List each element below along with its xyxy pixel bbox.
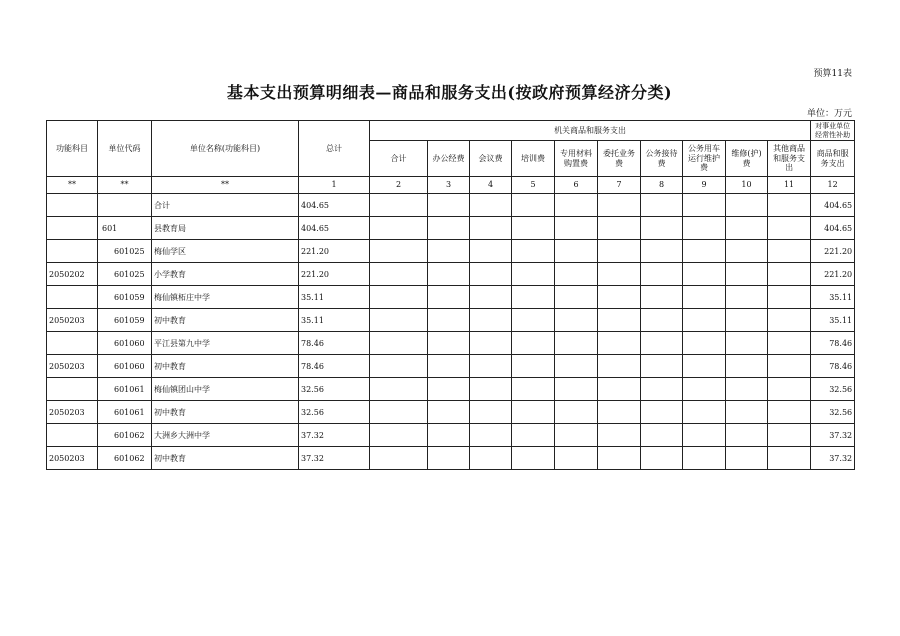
- header-unit-name: 单位名称(功能科目): [152, 121, 299, 177]
- office-expense-cell: [683, 309, 726, 332]
- office-expense-cell: [598, 263, 641, 286]
- total-cell: 404.65: [299, 217, 370, 240]
- office-expense-cell: [768, 378, 811, 401]
- unit-name-cell: 县教育局: [152, 217, 299, 240]
- office-expense-cell: [370, 263, 428, 286]
- office-expense-cell: [428, 286, 470, 309]
- unit-code-cell: 601061: [98, 378, 152, 401]
- header-col-6: 专用材料购置费: [555, 141, 598, 177]
- total-cell: 32.56: [299, 378, 370, 401]
- subsidy-cell: 404.65: [811, 217, 855, 240]
- office-expense-cell: [555, 240, 598, 263]
- office-expense-cell: [598, 240, 641, 263]
- office-expense-cell: [768, 263, 811, 286]
- office-expense-cell: [768, 401, 811, 424]
- office-expense-cell: [555, 332, 598, 355]
- office-expense-cell: [726, 263, 768, 286]
- office-expense-cell: [598, 194, 641, 217]
- unit-code-cell: 601061: [98, 401, 152, 424]
- office-expense-cell: [598, 332, 641, 355]
- func-subject-cell: [47, 217, 98, 240]
- func-subject-cell: [47, 194, 98, 217]
- subsidy-cell: 78.46: [811, 355, 855, 378]
- page-title: 基本支出预算明细表—商品和服务支出(按政府预算经济分类): [226, 83, 673, 102]
- office-expense-cell: [598, 447, 641, 470]
- office-expense-cell: [768, 355, 811, 378]
- office-expense-cell: [470, 355, 512, 378]
- office-expense-cell: [428, 332, 470, 355]
- office-expense-cell: [370, 332, 428, 355]
- unit-code-cell: 601060: [98, 332, 152, 355]
- office-expense-cell: [370, 378, 428, 401]
- header-col-10: 维修(护)费: [726, 141, 768, 177]
- office-expense-cell: [428, 217, 470, 240]
- table-row: [47, 240, 855, 263]
- office-expense-cell: [726, 355, 768, 378]
- office-expense-cell: [512, 424, 555, 447]
- office-expense-cell: [726, 240, 768, 263]
- total-cell: 32.56: [299, 401, 370, 424]
- office-expense-cell: [555, 263, 598, 286]
- office-expense-cell: [641, 355, 683, 378]
- office-expense-cell: [598, 286, 641, 309]
- table-row: [47, 378, 855, 401]
- subsidy-cell: 221.20: [811, 263, 855, 286]
- office-expense-cell: [598, 378, 641, 401]
- total-cell: 404.65: [299, 194, 370, 217]
- unit-code-cell: 601025: [98, 263, 152, 286]
- office-expense-cell: [370, 401, 428, 424]
- office-expense-cell: [512, 401, 555, 424]
- header-col-11: 其他商品和服务支出: [768, 141, 811, 177]
- office-expense-cell: [641, 401, 683, 424]
- office-expense-cell: [370, 424, 428, 447]
- office-expense-cell: [470, 424, 512, 447]
- office-expense-cell: [768, 424, 811, 447]
- unit-name-cell: 小学教育: [152, 263, 299, 286]
- office-expense-cell: [370, 217, 428, 240]
- office-expense-cell: [512, 263, 555, 286]
- office-expense-cell: [555, 217, 598, 240]
- index-cell: **: [47, 177, 98, 194]
- office-expense-cell: [641, 332, 683, 355]
- form-number: 预算11表: [813, 69, 852, 79]
- office-expense-cell: [428, 240, 470, 263]
- unit-code-cell: 601059: [98, 286, 152, 309]
- header-col-3: 办公经费: [428, 141, 470, 177]
- office-expense-cell: [683, 355, 726, 378]
- total-cell: 78.46: [299, 332, 370, 355]
- office-expense-cell: [470, 309, 512, 332]
- office-expense-cell: [512, 332, 555, 355]
- office-expense-cell: [726, 424, 768, 447]
- header-col-9: 公务用车运行维护费: [683, 141, 726, 177]
- total-cell: 35.11: [299, 286, 370, 309]
- unit-code-cell: 601060: [98, 355, 152, 378]
- subsidy-cell: 35.11: [811, 286, 855, 309]
- office-expense-cell: [512, 355, 555, 378]
- total-cell: 78.46: [299, 355, 370, 378]
- unit-name-cell: 平江县第九中学: [152, 332, 299, 355]
- office-expense-cell: [370, 447, 428, 470]
- unit-label: 单位：万元: [806, 109, 852, 119]
- index-cell: **: [152, 177, 299, 194]
- header-col-5: 培训费: [512, 141, 555, 177]
- table-row: [47, 447, 855, 470]
- office-expense-cell: [370, 194, 428, 217]
- office-expense-cell: [683, 447, 726, 470]
- header-col-2: 合计: [370, 141, 428, 177]
- office-expense-cell: [726, 217, 768, 240]
- subsidy-cell: 35.11: [811, 309, 855, 332]
- table-row: [47, 355, 855, 378]
- total-cell: 37.32: [299, 447, 370, 470]
- office-expense-cell: [370, 309, 428, 332]
- office-expense-cell: [641, 447, 683, 470]
- subsidy-cell: 32.56: [811, 401, 855, 424]
- func-subject-cell: [47, 332, 98, 355]
- header-group-subsidy: 对事业单位经常性补助: [811, 121, 855, 141]
- office-expense-cell: [470, 286, 512, 309]
- header-col-8: 公务接待费: [641, 141, 683, 177]
- table-row: [47, 309, 855, 332]
- table-row: [47, 286, 855, 309]
- func-subject-cell: [47, 378, 98, 401]
- office-expense-cell: [555, 401, 598, 424]
- office-expense-cell: [768, 286, 811, 309]
- index-cell: 8: [641, 177, 683, 194]
- office-expense-cell: [428, 355, 470, 378]
- office-expense-cell: [726, 447, 768, 470]
- table-row: [47, 194, 855, 217]
- index-cell: **: [98, 177, 152, 194]
- func-subject-cell: [47, 240, 98, 263]
- office-expense-cell: [641, 240, 683, 263]
- unit-code-cell: 601062: [98, 424, 152, 447]
- office-expense-cell: [683, 401, 726, 424]
- office-expense-cell: [555, 286, 598, 309]
- unit-name-cell: 梅仙镇团山中学: [152, 378, 299, 401]
- table-row: [47, 217, 855, 240]
- total-cell: 37.32: [299, 424, 370, 447]
- office-expense-cell: [768, 332, 811, 355]
- total-cell: 35.11: [299, 309, 370, 332]
- office-expense-cell: [641, 424, 683, 447]
- func-subject-cell: 2050203: [47, 309, 98, 332]
- index-cell: 2: [370, 177, 428, 194]
- func-subject-cell: 2050203: [47, 355, 98, 378]
- office-expense-cell: [470, 240, 512, 263]
- office-expense-cell: [641, 309, 683, 332]
- subsidy-cell: 32.56: [811, 378, 855, 401]
- func-subject-cell: 2050203: [47, 447, 98, 470]
- office-expense-cell: [598, 401, 641, 424]
- index-cell: 10: [726, 177, 768, 194]
- header-col-4: 会议费: [470, 141, 512, 177]
- office-expense-cell: [683, 240, 726, 263]
- index-cell: 6: [555, 177, 598, 194]
- office-expense-cell: [512, 447, 555, 470]
- office-expense-cell: [641, 217, 683, 240]
- office-expense-cell: [470, 332, 512, 355]
- header-total: 总计: [299, 121, 370, 177]
- office-expense-cell: [683, 263, 726, 286]
- total-cell: 221.20: [299, 263, 370, 286]
- office-expense-cell: [598, 355, 641, 378]
- office-expense-cell: [512, 309, 555, 332]
- office-expense-cell: [641, 263, 683, 286]
- office-expense-cell: [683, 424, 726, 447]
- office-expense-cell: [370, 286, 428, 309]
- subsidy-cell: 78.46: [811, 332, 855, 355]
- office-expense-cell: [470, 447, 512, 470]
- office-expense-cell: [598, 309, 641, 332]
- office-expense-cell: [512, 378, 555, 401]
- office-expense-cell: [683, 194, 726, 217]
- unit-code-cell: 601: [98, 217, 152, 240]
- office-expense-cell: [726, 332, 768, 355]
- office-expense-cell: [470, 263, 512, 286]
- office-expense-cell: [726, 194, 768, 217]
- office-expense-cell: [726, 378, 768, 401]
- office-expense-cell: [428, 194, 470, 217]
- index-cell: 11: [768, 177, 811, 194]
- table-row: [47, 401, 855, 424]
- office-expense-cell: [555, 355, 598, 378]
- budget-table: [46, 120, 855, 470]
- unit-code-cell: [98, 194, 152, 217]
- office-expense-cell: [768, 240, 811, 263]
- table-row: [47, 332, 855, 355]
- office-expense-cell: [555, 447, 598, 470]
- index-cell: 9: [683, 177, 726, 194]
- header-unit-code: 单位代码: [98, 121, 152, 177]
- office-expense-cell: [683, 217, 726, 240]
- total-cell: 221.20: [299, 240, 370, 263]
- unit-name-cell: 梅仙学区: [152, 240, 299, 263]
- office-expense-cell: [428, 401, 470, 424]
- subsidy-cell: 37.32: [811, 424, 855, 447]
- unit-code-cell: 601059: [98, 309, 152, 332]
- office-expense-cell: [641, 286, 683, 309]
- office-expense-cell: [370, 355, 428, 378]
- unit-name-cell: 初中教育: [152, 447, 299, 470]
- office-expense-cell: [370, 240, 428, 263]
- index-cell: 4: [470, 177, 512, 194]
- office-expense-cell: [428, 447, 470, 470]
- office-expense-cell: [470, 217, 512, 240]
- index-cell: 7: [598, 177, 641, 194]
- office-expense-cell: [555, 194, 598, 217]
- office-expense-cell: [512, 286, 555, 309]
- header-func-subject: 功能科目: [47, 121, 98, 177]
- index-cell: 5: [512, 177, 555, 194]
- unit-code-cell: 601062: [98, 447, 152, 470]
- office-expense-cell: [428, 263, 470, 286]
- office-expense-cell: [470, 401, 512, 424]
- office-expense-cell: [428, 309, 470, 332]
- office-expense-cell: [512, 194, 555, 217]
- office-expense-cell: [683, 332, 726, 355]
- office-expense-cell: [768, 194, 811, 217]
- office-expense-cell: [512, 240, 555, 263]
- office-expense-cell: [683, 286, 726, 309]
- unit-name-cell: 初中教育: [152, 355, 299, 378]
- office-expense-cell: [555, 424, 598, 447]
- unit-name-cell: 大洲乡大洲中学: [152, 424, 299, 447]
- office-expense-cell: [768, 447, 811, 470]
- office-expense-cell: [470, 194, 512, 217]
- header-col-12: 商品和服务支出: [811, 141, 855, 177]
- office-expense-cell: [428, 424, 470, 447]
- unit-code-cell: 601025: [98, 240, 152, 263]
- office-expense-cell: [641, 378, 683, 401]
- index-cell: 3: [428, 177, 470, 194]
- subsidy-cell: 37.32: [811, 447, 855, 470]
- office-expense-cell: [555, 378, 598, 401]
- unit-name-cell: 合计: [152, 194, 299, 217]
- office-expense-cell: [683, 378, 726, 401]
- office-expense-cell: [726, 286, 768, 309]
- office-expense-cell: [512, 217, 555, 240]
- index-cell: 1: [299, 177, 370, 194]
- index-cell: 12: [811, 177, 855, 194]
- table-row: [47, 263, 855, 286]
- office-expense-cell: [598, 424, 641, 447]
- header-group-office: 机关商品和服务支出: [370, 121, 811, 141]
- unit-name-cell: 初中教育: [152, 401, 299, 424]
- table-row: [47, 424, 855, 447]
- office-expense-cell: [768, 309, 811, 332]
- office-expense-cell: [598, 217, 641, 240]
- header-col-7: 委托业务费: [598, 141, 641, 177]
- office-expense-cell: [726, 401, 768, 424]
- subsidy-cell: 221.20: [811, 240, 855, 263]
- office-expense-cell: [726, 309, 768, 332]
- unit-name-cell: 梅仙镇柘庄中学: [152, 286, 299, 309]
- unit-name-cell: 初中教育: [152, 309, 299, 332]
- func-subject-cell: 2050203: [47, 401, 98, 424]
- subsidy-cell: 404.65: [811, 194, 855, 217]
- office-expense-cell: [768, 217, 811, 240]
- func-subject-cell: 2050202: [47, 263, 98, 286]
- office-expense-cell: [470, 378, 512, 401]
- func-subject-cell: [47, 286, 98, 309]
- office-expense-cell: [641, 194, 683, 217]
- func-subject-cell: [47, 424, 98, 447]
- office-expense-cell: [428, 378, 470, 401]
- office-expense-cell: [555, 309, 598, 332]
